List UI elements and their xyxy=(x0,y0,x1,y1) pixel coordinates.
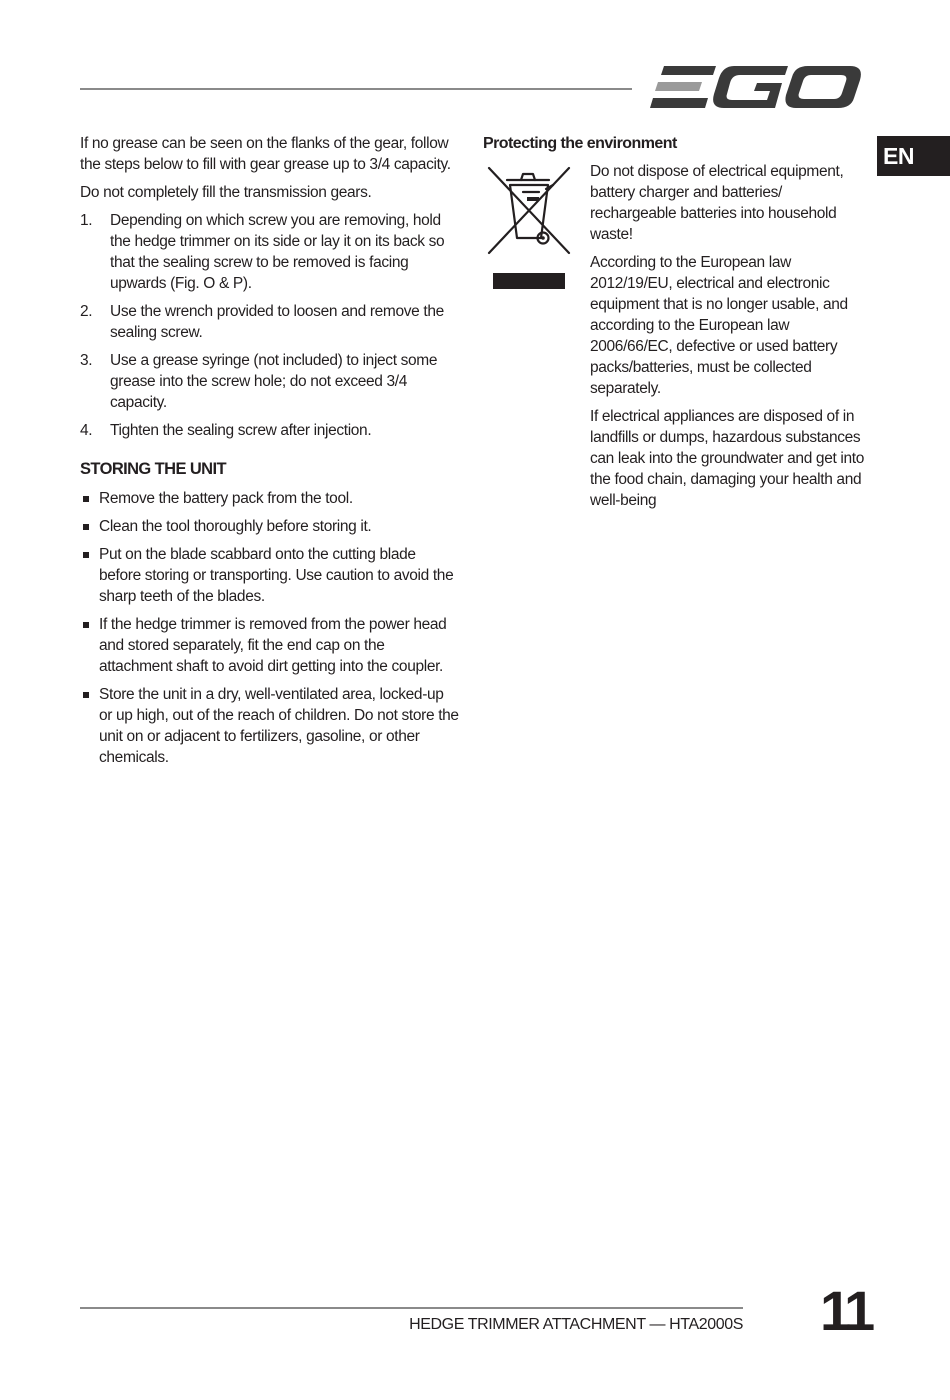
list-item: 1. Depending on which screw you are removing, hold the hedge trimmer on its side or lay it on its back so that the sealing screw to be removed is facing upwards (Fig. O & P). xyxy=(80,212,445,292)
environment-section xyxy=(483,161,867,511)
bullet-square-icon xyxy=(83,692,89,698)
environment-text xyxy=(590,161,867,511)
eu-law-paragraph: According to the European law 2012/19/EU, electrical and electronic equipment that is no longer usable, and according to the European law 2006/66/EC, defective or used battery packs/batteries, must be collected separately. xyxy=(590,254,848,397)
intro-paragraph: If no grease can be seen on the flanks of the gear, follow the steps below to fill with gear grease up to 3/4 capacity. xyxy=(80,135,451,173)
crossed-out-wheeled-bin-icon xyxy=(483,165,575,289)
bullet-square-icon xyxy=(83,552,89,558)
hazard-paragraph: If electrical appliances are disposed of in landfills or dumps, hazardous substances can leak into the groundwater and get into the food chain, damaging your health and well-being xyxy=(590,408,864,509)
disposal-warning: Do not dispose of electrical equipment, battery charger and batteries/ rechargeable batteries into household waste! xyxy=(590,163,844,243)
bullet-square-icon xyxy=(83,622,89,628)
storing-list xyxy=(80,488,460,768)
footer-rule xyxy=(80,1307,743,1309)
list-item: Put on the blade scabbard onto the cutting blade before storing or transporting. Use caution to avoid the sharp teeth of the blades. xyxy=(80,544,460,607)
list-item: 2. Use the wrench provided to loosen and remove the sealing screw. xyxy=(80,303,444,341)
right-column xyxy=(483,133,867,518)
bullet-square-icon xyxy=(83,496,89,502)
list-item: 4. Tighten the sealing screw after injection. xyxy=(80,422,372,439)
language-tab: EN xyxy=(877,136,950,176)
page-number: 11 xyxy=(820,1279,872,1342)
fill-warning: Do not completely fill the transmission gears. xyxy=(80,184,372,201)
storing-heading: STORING THE UNIT xyxy=(80,460,226,478)
list-item: Store the unit in a dry, well-ventilated area, locked-up or up high, out of the reach of children. Do not store the unit on or adjacent to fertilizers, gasoline, or other chemicals. xyxy=(80,684,460,768)
list-item: If the hedge trimmer is removed from the power head and stored separately, fit the end cap on the attachment shaft to avoid dirt getting into the coupler. xyxy=(80,614,460,677)
left-column xyxy=(80,133,460,775)
list-item: Remove the battery pack from the tool. xyxy=(80,488,460,509)
header-rule xyxy=(80,88,632,90)
footer-title: HEDGE TRIMMER ATTACHMENT — HTA2000S xyxy=(409,1316,743,1333)
grease-steps-list xyxy=(80,210,460,441)
list-item: Clean the tool thoroughly before storing it. xyxy=(80,516,460,537)
environment-heading: Protecting the environment xyxy=(483,135,677,152)
ego-logo-icon xyxy=(650,64,862,112)
list-item: 3. Use a grease syringe (not included) to inject some grease into the screw hole; do not exceed 3/4 capacity. xyxy=(80,352,438,411)
bullet-square-icon xyxy=(83,524,89,530)
